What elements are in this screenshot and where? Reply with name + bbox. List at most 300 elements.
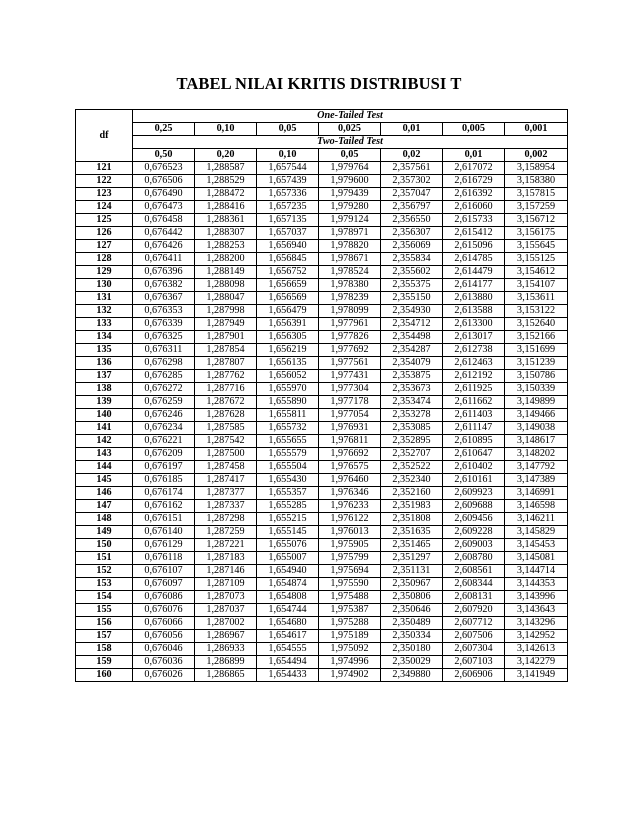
critical-value: 2,352895 (381, 435, 443, 448)
critical-value: 2,614479 (443, 266, 505, 279)
critical-value: 0,676026 (133, 669, 195, 682)
critical-value: 2,608131 (443, 591, 505, 604)
critical-value: 2,351808 (381, 513, 443, 526)
critical-value: 1,287458 (195, 461, 257, 474)
critical-value: 2,609688 (443, 500, 505, 513)
critical-value: 1,976013 (319, 526, 381, 539)
df-value: 153 (76, 578, 133, 591)
critical-value: 0,676259 (133, 396, 195, 409)
table-row (76, 669, 568, 682)
table-row (76, 201, 568, 214)
critical-value: 1,288529 (195, 175, 257, 188)
critical-value: 1,286933 (195, 643, 257, 656)
critical-value: 1,287109 (195, 578, 257, 591)
critical-value: 1,655732 (257, 422, 319, 435)
critical-value: 1,288416 (195, 201, 257, 214)
critical-value: 1,657135 (257, 214, 319, 227)
critical-value: 1,287002 (195, 617, 257, 630)
critical-value: 1,655007 (257, 552, 319, 565)
critical-value: 0,676473 (133, 201, 195, 214)
critical-value: 2,608344 (443, 578, 505, 591)
one-tailed-levels-row (76, 123, 568, 136)
critical-value: 1,288098 (195, 279, 257, 292)
critical-value: 1,656479 (257, 305, 319, 318)
critical-value: 2,350334 (381, 630, 443, 643)
table-row (76, 344, 568, 357)
critical-value: 2,352522 (381, 461, 443, 474)
df-header: df (76, 110, 133, 162)
critical-value: 3,157815 (505, 188, 568, 201)
critical-value: 1,979764 (319, 162, 381, 175)
table-row (76, 565, 568, 578)
critical-value: 3,146598 (505, 500, 568, 513)
critical-value: 1,655970 (257, 383, 319, 396)
critical-value: 0,676151 (133, 513, 195, 526)
one-tailed-level-0: 0,25 (133, 123, 195, 136)
critical-value: 0,676298 (133, 357, 195, 370)
critical-value: 3,152640 (505, 318, 568, 331)
table-row (76, 656, 568, 669)
critical-value: 3,142613 (505, 643, 568, 656)
critical-value: 1,655285 (257, 500, 319, 513)
critical-value: 0,676285 (133, 370, 195, 383)
critical-value: 0,676209 (133, 448, 195, 461)
critical-value: 1,287762 (195, 370, 257, 383)
critical-value: 1,975590 (319, 578, 381, 591)
df-value: 152 (76, 565, 133, 578)
table-row (76, 266, 568, 279)
critical-value: 1,288200 (195, 253, 257, 266)
critical-value: 2,350489 (381, 617, 443, 630)
critical-value: 2,615096 (443, 240, 505, 253)
critical-value: 0,676056 (133, 630, 195, 643)
table-row (76, 318, 568, 331)
critical-value: 2,611403 (443, 409, 505, 422)
critical-value: 1,655811 (257, 409, 319, 422)
table-row (76, 604, 568, 617)
critical-value: 3,155645 (505, 240, 568, 253)
critical-value: 3,158954 (505, 162, 568, 175)
critical-value: 2,612738 (443, 344, 505, 357)
critical-value: 3,154107 (505, 279, 568, 292)
df-value: 131 (76, 292, 133, 305)
critical-value: 1,287417 (195, 474, 257, 487)
df-value: 129 (76, 266, 133, 279)
critical-value: 2,353673 (381, 383, 443, 396)
critical-value: 0,676118 (133, 552, 195, 565)
critical-value: 1,655655 (257, 435, 319, 448)
df-value: 139 (76, 396, 133, 409)
critical-value: 0,676426 (133, 240, 195, 253)
table-row (76, 240, 568, 253)
critical-value: 1,287337 (195, 500, 257, 513)
critical-value: 0,676458 (133, 214, 195, 227)
critical-value: 1,656052 (257, 370, 319, 383)
two-tailed-levels-row (76, 149, 568, 162)
critical-value: 3,157259 (505, 201, 568, 214)
critical-value: 2,609456 (443, 513, 505, 526)
critical-value: 1,654433 (257, 669, 319, 682)
critical-value: 2,352707 (381, 448, 443, 461)
critical-value: 2,606906 (443, 669, 505, 682)
critical-value: 2,353278 (381, 409, 443, 422)
critical-value: 2,613017 (443, 331, 505, 344)
critical-value: 2,612192 (443, 370, 505, 383)
critical-value: 2,357561 (381, 162, 443, 175)
critical-value: 3,149466 (505, 409, 568, 422)
critical-value: 2,616060 (443, 201, 505, 214)
table-body (76, 162, 568, 682)
critical-value: 1,287221 (195, 539, 257, 552)
critical-value: 1,977692 (319, 344, 381, 357)
table-row (76, 162, 568, 175)
critical-value: 2,615412 (443, 227, 505, 240)
critical-value: 0,676086 (133, 591, 195, 604)
critical-value: 1,287628 (195, 409, 257, 422)
critical-value: 1,656391 (257, 318, 319, 331)
critical-value: 1,656219 (257, 344, 319, 357)
one-tailed-level-1: 0,10 (195, 123, 257, 136)
df-value: 125 (76, 214, 133, 227)
table-row (76, 500, 568, 513)
critical-value: 1,975905 (319, 539, 381, 552)
critical-value: 2,350646 (381, 604, 443, 617)
critical-value: 1,287500 (195, 448, 257, 461)
df-value: 141 (76, 422, 133, 435)
df-value: 134 (76, 331, 133, 344)
table-row (76, 448, 568, 461)
critical-value: 1,976692 (319, 448, 381, 461)
critical-value: 0,676442 (133, 227, 195, 240)
critical-value: 1,654744 (257, 604, 319, 617)
critical-value: 2,611147 (443, 422, 505, 435)
critical-value: 0,676234 (133, 422, 195, 435)
critical-value: 1,976122 (319, 513, 381, 526)
critical-value: 3,153611 (505, 292, 568, 305)
table-row (76, 383, 568, 396)
critical-value: 1,655076 (257, 539, 319, 552)
critical-value: 2,617072 (443, 162, 505, 175)
critical-value: 1,974902 (319, 669, 381, 682)
critical-value: 3,158380 (505, 175, 568, 188)
critical-value: 2,616729 (443, 175, 505, 188)
critical-value: 1,975488 (319, 591, 381, 604)
critical-value: 3,141949 (505, 669, 568, 682)
critical-value: 1,978380 (319, 279, 381, 292)
critical-value: 0,676046 (133, 643, 195, 656)
two-tailed-level-0: 0,50 (133, 149, 195, 162)
critical-value: 1,288149 (195, 266, 257, 279)
df-value: 147 (76, 500, 133, 513)
df-value: 144 (76, 461, 133, 474)
table-row (76, 227, 568, 240)
df-value: 128 (76, 253, 133, 266)
table-row (76, 188, 568, 201)
critical-value: 2,607506 (443, 630, 505, 643)
critical-value: 1,977431 (319, 370, 381, 383)
critical-value: 3,144714 (505, 565, 568, 578)
critical-value: 2,353875 (381, 370, 443, 383)
two-tailed-level-3: 0,05 (319, 149, 381, 162)
critical-value: 2,355375 (381, 279, 443, 292)
critical-value: 2,615733 (443, 214, 505, 227)
critical-value: 1,288472 (195, 188, 257, 201)
table-row (76, 630, 568, 643)
critical-value: 1,655145 (257, 526, 319, 539)
critical-value: 1,977826 (319, 331, 381, 344)
critical-value: 1,655357 (257, 487, 319, 500)
critical-value: 2,607920 (443, 604, 505, 617)
critical-value: 1,657439 (257, 175, 319, 188)
critical-value: 2,354079 (381, 357, 443, 370)
critical-value: 1,978820 (319, 240, 381, 253)
table-row (76, 422, 568, 435)
df-value: 145 (76, 474, 133, 487)
critical-value: 1,978671 (319, 253, 381, 266)
critical-value: 3,155125 (505, 253, 568, 266)
critical-value: 1,976233 (319, 500, 381, 513)
df-value: 155 (76, 604, 133, 617)
df-value: 135 (76, 344, 133, 357)
critical-value: 2,354287 (381, 344, 443, 357)
table-row (76, 513, 568, 526)
critical-value: 1,654494 (257, 656, 319, 669)
critical-value: 2,613300 (443, 318, 505, 331)
critical-value: 3,149038 (505, 422, 568, 435)
critical-value: 2,354712 (381, 318, 443, 331)
critical-value: 1,979439 (319, 188, 381, 201)
critical-value: 0,676490 (133, 188, 195, 201)
table-row (76, 487, 568, 500)
df-value: 140 (76, 409, 133, 422)
critical-value: 2,610647 (443, 448, 505, 461)
critical-value: 1,286899 (195, 656, 257, 669)
table-row (76, 253, 568, 266)
df-value: 130 (76, 279, 133, 292)
critical-value: 0,676396 (133, 266, 195, 279)
page-title: TABEL NILAI KRITIS DISTRIBUSI T (176, 74, 462, 93)
critical-value: 0,676076 (133, 604, 195, 617)
critical-value: 0,676246 (133, 409, 195, 422)
df-value: 146 (76, 487, 133, 500)
two-tailed-header: Two-Tailed Test (133, 136, 568, 149)
df-value: 121 (76, 162, 133, 175)
critical-value: 2,356069 (381, 240, 443, 253)
one-tailed-level-5: 0,005 (443, 123, 505, 136)
critical-value: 3,151699 (505, 344, 568, 357)
critical-value: 2,611925 (443, 383, 505, 396)
critical-value: 0,676185 (133, 474, 195, 487)
one-tailed-level-3: 0,025 (319, 123, 381, 136)
critical-value: 3,149899 (505, 396, 568, 409)
df-value: 124 (76, 201, 133, 214)
critical-value: 1,976575 (319, 461, 381, 474)
critical-value: 1,978099 (319, 305, 381, 318)
critical-value: 0,676197 (133, 461, 195, 474)
critical-value: 2,350029 (381, 656, 443, 669)
critical-value: 3,152166 (505, 331, 568, 344)
one-tailed-header: One-Tailed Test (133, 110, 568, 123)
critical-value: 1,974996 (319, 656, 381, 669)
table-header (76, 110, 568, 162)
critical-value: 2,613588 (443, 305, 505, 318)
df-value: 137 (76, 370, 133, 383)
critical-value: 1,977178 (319, 396, 381, 409)
critical-value: 2,610161 (443, 474, 505, 487)
critical-value: 1,655430 (257, 474, 319, 487)
two-tailed-level-2: 0,10 (257, 149, 319, 162)
critical-value: 3,144353 (505, 578, 568, 591)
critical-value: 2,353085 (381, 422, 443, 435)
critical-value: 1,288587 (195, 162, 257, 175)
critical-value: 2,350180 (381, 643, 443, 656)
critical-value: 2,611662 (443, 396, 505, 409)
critical-value: 1,977304 (319, 383, 381, 396)
critical-value: 1,287073 (195, 591, 257, 604)
critical-value: 1,288253 (195, 240, 257, 253)
critical-value: 0,676367 (133, 292, 195, 305)
critical-value: 3,142952 (505, 630, 568, 643)
critical-value: 1,287542 (195, 435, 257, 448)
critical-value: 2,356550 (381, 214, 443, 227)
critical-value: 1,287298 (195, 513, 257, 526)
critical-value: 2,353474 (381, 396, 443, 409)
critical-value: 2,349880 (381, 669, 443, 682)
critical-value: 2,612463 (443, 357, 505, 370)
df-value: 123 (76, 188, 133, 201)
critical-value: 2,607103 (443, 656, 505, 669)
critical-value: 1,657336 (257, 188, 319, 201)
critical-value: 1,654680 (257, 617, 319, 630)
critical-value: 3,151239 (505, 357, 568, 370)
critical-value: 2,352340 (381, 474, 443, 487)
critical-value: 2,355150 (381, 292, 443, 305)
critical-value: 3,142279 (505, 656, 568, 669)
df-value: 122 (76, 175, 133, 188)
critical-value: 1,975288 (319, 617, 381, 630)
critical-value: 0,676325 (133, 331, 195, 344)
critical-value: 3,146211 (505, 513, 568, 526)
critical-value: 3,148617 (505, 435, 568, 448)
critical-value: 2,614785 (443, 253, 505, 266)
critical-value: 1,978239 (319, 292, 381, 305)
table-row (76, 331, 568, 344)
critical-value: 1,288361 (195, 214, 257, 227)
critical-value: 1,287183 (195, 552, 257, 565)
critical-value: 1,656305 (257, 331, 319, 344)
table-row (76, 461, 568, 474)
critical-value: 0,676129 (133, 539, 195, 552)
critical-value: 2,610895 (443, 435, 505, 448)
df-value: 150 (76, 539, 133, 552)
critical-value: 1,287672 (195, 396, 257, 409)
critical-value: 1,287807 (195, 357, 257, 370)
critical-value: 2,607304 (443, 643, 505, 656)
critical-value: 1,287037 (195, 604, 257, 617)
critical-value: 3,146991 (505, 487, 568, 500)
critical-value: 1,656135 (257, 357, 319, 370)
critical-value: 2,350806 (381, 591, 443, 604)
critical-value: 2,609923 (443, 487, 505, 500)
critical-value: 1,656752 (257, 266, 319, 279)
critical-value: 2,616392 (443, 188, 505, 201)
critical-value: 2,609228 (443, 526, 505, 539)
critical-value: 3,150786 (505, 370, 568, 383)
critical-value: 0,676382 (133, 279, 195, 292)
critical-value: 1,287998 (195, 305, 257, 318)
table-row (76, 292, 568, 305)
df-value: 126 (76, 227, 133, 240)
df-value: 156 (76, 617, 133, 630)
df-value: 151 (76, 552, 133, 565)
critical-value: 2,355602 (381, 266, 443, 279)
df-value: 142 (76, 435, 133, 448)
df-value: 132 (76, 305, 133, 318)
critical-value: 3,145081 (505, 552, 568, 565)
critical-value: 2,357047 (381, 188, 443, 201)
critical-value: 2,608561 (443, 565, 505, 578)
critical-value: 2,354930 (381, 305, 443, 318)
critical-value: 1,975799 (319, 552, 381, 565)
table-row (76, 526, 568, 539)
critical-value: 0,676506 (133, 175, 195, 188)
critical-value: 3,156712 (505, 214, 568, 227)
table-row (76, 305, 568, 318)
critical-value: 2,607712 (443, 617, 505, 630)
critical-value: 1,975092 (319, 643, 381, 656)
critical-value: 1,656940 (257, 240, 319, 253)
table-row (76, 643, 568, 656)
critical-value: 2,351465 (381, 539, 443, 552)
table-row (76, 617, 568, 630)
table-row (76, 435, 568, 448)
critical-value: 2,356797 (381, 201, 443, 214)
table-row (76, 539, 568, 552)
critical-value: 1,654940 (257, 565, 319, 578)
two-tailed-level-6: 0,002 (505, 149, 568, 162)
critical-value: 1,977054 (319, 409, 381, 422)
critical-value: 0,676272 (133, 383, 195, 396)
critical-value: 3,145829 (505, 526, 568, 539)
critical-value: 2,350967 (381, 578, 443, 591)
critical-value: 1,978524 (319, 266, 381, 279)
table-row (76, 214, 568, 227)
critical-value: 2,614177 (443, 279, 505, 292)
critical-value: 1,975694 (319, 565, 381, 578)
critical-value: 1,656845 (257, 253, 319, 266)
two-tailed-level-5: 0,01 (443, 149, 505, 162)
critical-value: 3,156175 (505, 227, 568, 240)
table-row (76, 409, 568, 422)
critical-value: 0,676162 (133, 500, 195, 513)
critical-value: 1,655890 (257, 396, 319, 409)
critical-value: 2,354498 (381, 331, 443, 344)
critical-value: 1,976811 (319, 435, 381, 448)
critical-value: 2,355834 (381, 253, 443, 266)
table-row (76, 474, 568, 487)
critical-value: 0,676140 (133, 526, 195, 539)
critical-value: 1,288307 (195, 227, 257, 240)
one-tailed-level-2: 0,05 (257, 123, 319, 136)
critical-value: 1,287854 (195, 344, 257, 357)
critical-value: 1,657544 (257, 162, 319, 175)
critical-value: 1,654874 (257, 578, 319, 591)
critical-value: 1,657235 (257, 201, 319, 214)
critical-value: 1,977961 (319, 318, 381, 331)
critical-value: 0,676311 (133, 344, 195, 357)
two-tailed-level-4: 0,02 (381, 149, 443, 162)
critical-value: 2,351635 (381, 526, 443, 539)
